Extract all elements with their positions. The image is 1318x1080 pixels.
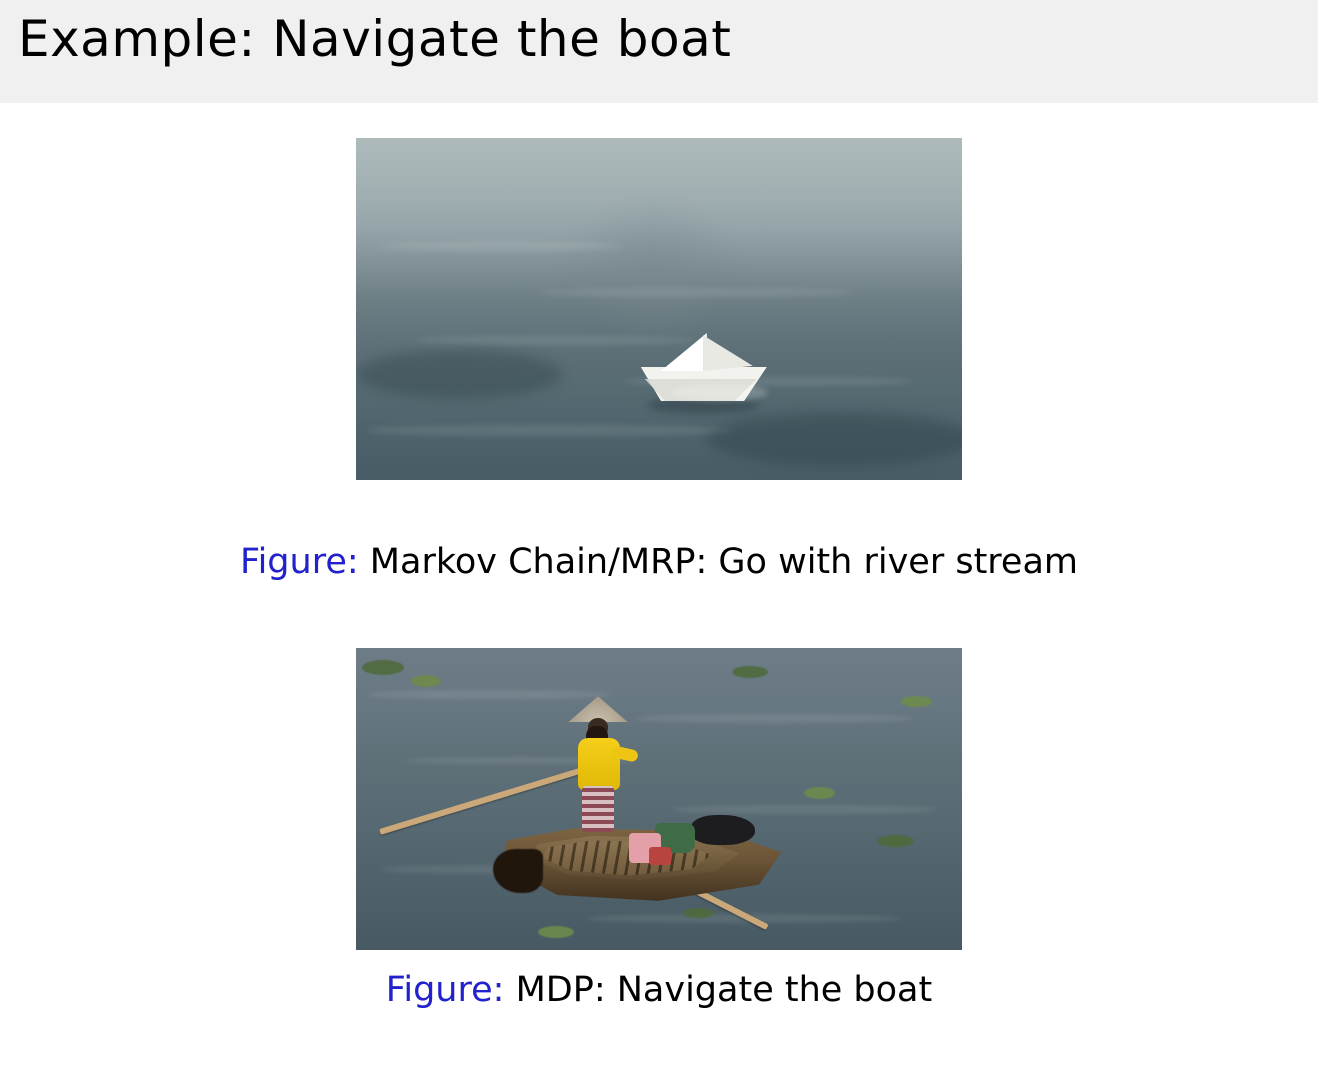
slide-title-bar [0,0,1318,103]
yellow-shirt [578,738,620,790]
water-dark-patch [356,350,562,398]
boat-sail-left [661,333,707,371]
figure-2-caption-text: MDP: Navigate the boat [515,970,933,1010]
figure-1 [0,138,1318,582]
water-reflection [562,200,744,344]
figure-2 [0,648,1318,1010]
figure-2-caption [0,970,1318,1010]
boat-prow [493,849,543,893]
wooden-boat [501,787,801,919]
water-plant [804,787,834,799]
cargo-dark-bundle [691,815,755,845]
water-dark-patch [707,412,962,467]
figure-1-caption [0,542,1318,582]
water-streak [538,288,853,297]
woman-rowing-wooden-boat-photo [356,648,962,950]
page-title: Example: Navigate the boat [18,10,732,68]
boat-sail-right [703,335,753,371]
water-plant [901,696,931,707]
figure-2-caption-label: Figure: [385,970,505,1010]
figure-1-caption-text: Markov Chain/MRP: Go with river stream [369,542,1078,582]
water-streak [380,241,622,251]
woman-rowing [562,696,638,836]
patterned-trousers [582,786,614,832]
water-streak [368,425,732,435]
paper-boat-on-river-photo [356,138,962,480]
water-plant [538,926,574,938]
cargo-red-box [649,847,671,865]
figure-1-caption-label: Figure: [240,542,359,582]
